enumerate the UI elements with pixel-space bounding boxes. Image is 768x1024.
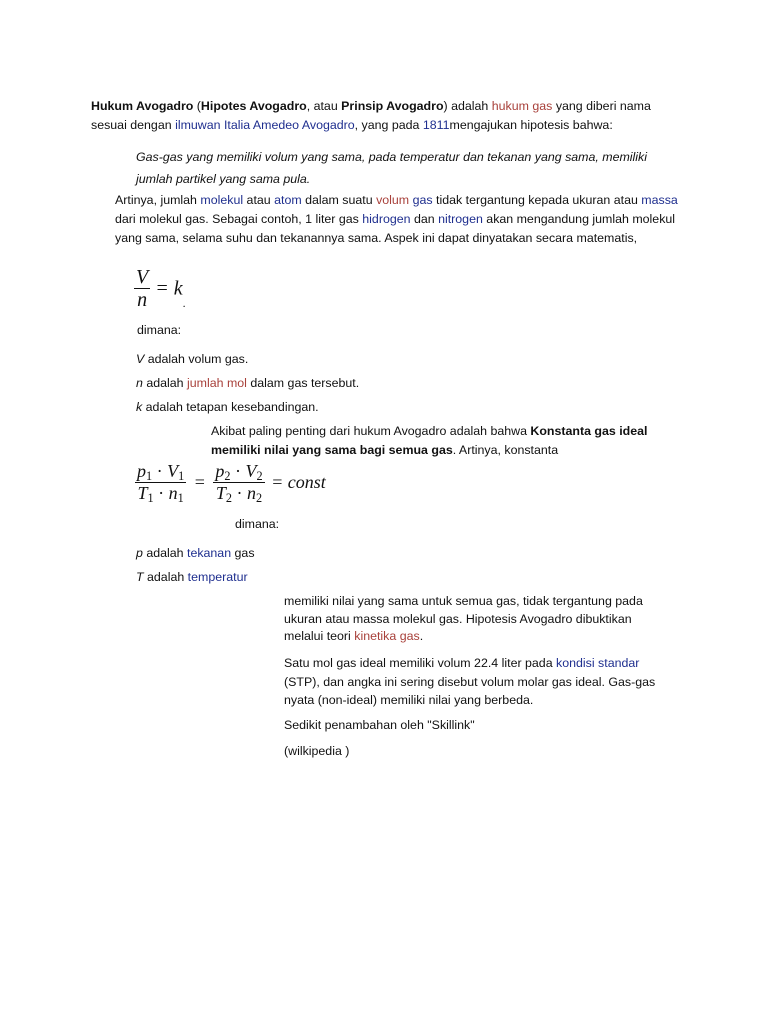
link-italia[interactable]: Italia [223, 118, 251, 132]
link-nitrogen[interactable]: nitrogen [438, 212, 483, 226]
variable-definitions-2 [136, 544, 255, 587]
link-atom[interactable]: atom [274, 193, 302, 207]
link-jumlah-mol[interactable]: jumlah mol [187, 376, 247, 390]
definition-item: T adalah temperatur [136, 570, 248, 584]
link-1811[interactable]: 1811 [422, 118, 450, 132]
variable-definitions-1 [136, 350, 359, 417]
explanation-paragraph: Artinya, jumlah molekul atau atom dalam suatu volum gas tidak tergantung kepada ukuran atau massa dari molekul gas. Sebagai contoh, 1 liter gas hidrogen dan nitrogen akan mengandung jumlah molekul yang sama, selama suhu dan tekanannya sama. Aspek ini dapat dinyatakan secara matematis, [115, 193, 678, 245]
equation-v-over-n: $\frac{V}{n}$ = $k_.$ [136, 266, 186, 311]
hypothesis-quote: Gas-gas yang memiliki volum yang sama, pada temperatur dan tekanan yang sama, memiliki jumlah partikel yang sama pula. [136, 150, 648, 186]
ideal-gas-constant-statement: Konstanta gas ideal memiliki nilai yang sama bagi semua gas [211, 424, 648, 457]
equation-ideal-gas-constant: $\frac{p_1 \cdot V_1}{T_1 \cdot n_1}$ = $\frac{p_2 \cdot V_2}{T_2 \cdot n_2}$ = const [137, 461, 326, 505]
proof-paragraph: memiliki nilai yang sama untuk semua gas, tidak tergantung pada ukuran atau massa molekul gas. Hipotesis Avogadro dibuktikan melalui teori kinetika gas. [284, 594, 643, 643]
term-hukum-avogadro: Hukum Avogadro [91, 99, 194, 113]
link-hukum-gas[interactable]: hukum gas [491, 99, 553, 113]
fraction-left: $\frac{p_1 \cdot V_1}{T_1 \cdot n_1}$ [137, 461, 185, 505]
term-hipotes-avogadro: Hipotes Avogadro [200, 99, 307, 113]
definition-item: k adalah tetapan kesebandingan. [136, 400, 319, 414]
definition-item: p adalah tekanan gas [136, 546, 255, 560]
consequence-paragraph: Akibat paling penting dari hukum Avogadro adalah bahwa Konstanta gas ideal memiliki nilai yang sama bagi semua gas. Artinya, konstanta [211, 424, 648, 457]
dimana-label-2: dimana: [235, 517, 280, 531]
definition-item: V adalah volum gas. [136, 352, 249, 366]
molar-volume-paragraph: Satu mol gas ideal memiliki volum 22.4 liter pada kondisi standar (STP), dan angka ini sering disebut volum molar gas ideal. Gas-gas nyata (non-ideal) memiliki nilai yang berbeda. [284, 656, 656, 707]
link-kondisi-standar[interactable]: kondisi standar [556, 656, 640, 670]
fraction-right: $\frac{p_2 \cdot V_2}{T_2 \cdot n_2}$ [215, 461, 263, 505]
addition-note: Sedikit penambahan oleh "Skillink" [284, 718, 475, 732]
link-ilmuwan[interactable]: ilmuwan [175, 118, 221, 132]
link-volum[interactable]: volum [376, 193, 410, 207]
link-molekul[interactable]: molekul [200, 193, 244, 207]
definition-item: n adalah jumlah mol dalam gas tersebut. [136, 376, 360, 390]
link-gas[interactable]: gas [412, 193, 433, 207]
link-massa[interactable]: massa [641, 193, 678, 207]
link-temperatur[interactable]: temperatur [187, 570, 248, 584]
link-tekanan[interactable]: tekanan [187, 546, 232, 560]
dimana-label-1: dimana: [137, 323, 182, 337]
term-prinsip-avogadro: Prinsip Avogadro [341, 99, 444, 113]
link-amedeo-avogadro[interactable]: Amedeo Avogadro [252, 118, 355, 132]
source-note: (wilkipedia ) [284, 744, 350, 758]
link-hidrogen[interactable]: hidrogen [362, 212, 411, 226]
intro-paragraph: Hukum Avogadro (Hipotes Avogadro, atau Prinsip Avogadro) adalah hukum gas yang diberi nama sesuai dengan ilmuwan Italia Amedeo Avogadro, yang pada 1811mengajukan hipotesis bahwa: [91, 99, 651, 132]
link-kinetika-gas[interactable]: kinetika gas [354, 629, 420, 643]
